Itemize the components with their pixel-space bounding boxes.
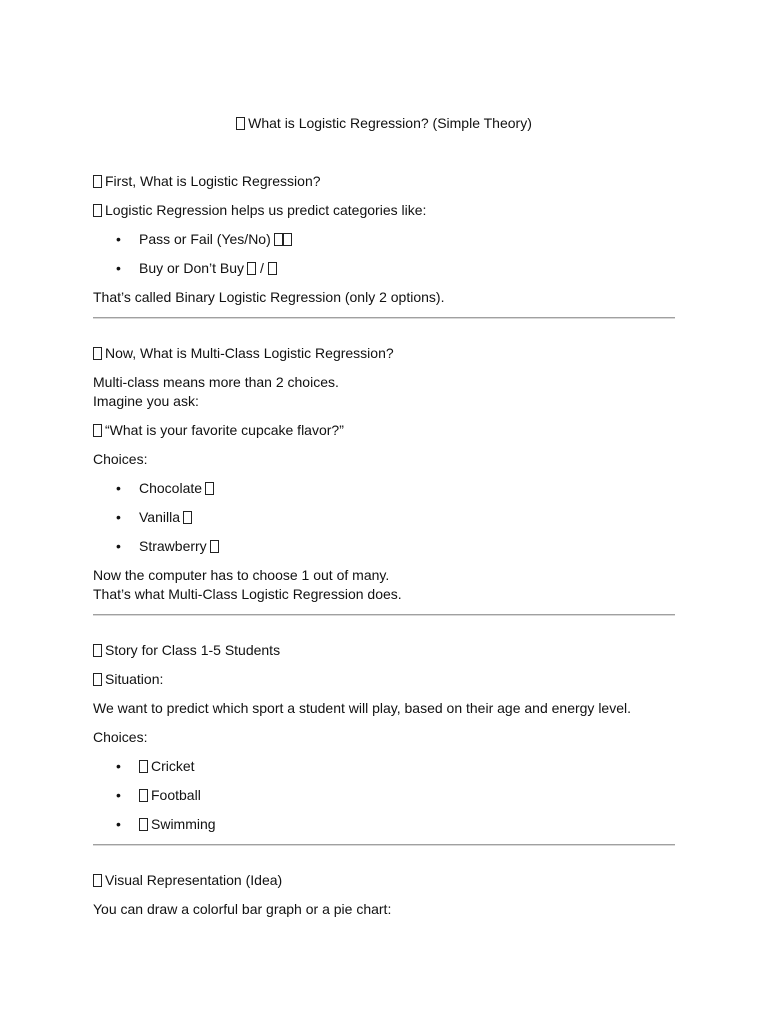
- bullet-marker: •: [116, 538, 121, 554]
- missing-glyph-icon: [247, 262, 256, 275]
- section2-summary1: Now the computer has to choose 1 out of many.: [93, 567, 390, 583]
- section3-situation-label-line: [93, 670, 163, 689]
- missing-glyph-icon: [283, 233, 292, 246]
- section2-choice-3: Strawberry: [139, 537, 219, 556]
- section2-heading-line: [93, 344, 394, 363]
- section2-line2: Imagine you ask:: [93, 393, 199, 409]
- horizontal-rule: [93, 317, 675, 319]
- section3-choice-3: Swimming: [139, 815, 216, 834]
- section2-choice-2: Vanilla: [139, 508, 192, 527]
- bullet-marker: •: [116, 758, 121, 774]
- missing-glyph-icon: [93, 175, 102, 188]
- section2-summary2: That’s what Multi-Class Logistic Regression does.: [93, 586, 402, 602]
- missing-glyph-icon: [93, 673, 102, 686]
- section2-question: “What is your favorite cupcake flavor?”: [105, 422, 344, 438]
- section4-text: You can draw a colorful bar graph or a pie chart:: [93, 901, 392, 917]
- section1-heading: First, What is Logistic Regression?: [105, 173, 321, 189]
- bullet-marker: •: [116, 509, 121, 525]
- section4-heading-line: [93, 871, 282, 890]
- section3-situation: We want to predict which sport a student will play, based on their age and energy level.: [93, 700, 632, 716]
- section3-choice-1: Cricket: [139, 757, 195, 776]
- section2-question-line: [93, 421, 344, 440]
- section3-choices-label: Choices:: [93, 729, 148, 745]
- missing-glyph-icon: [93, 347, 102, 360]
- missing-glyph-icon: [210, 540, 219, 553]
- section3-heading: Story for Class 1-5 Students: [105, 642, 281, 658]
- bullet-marker: •: [116, 231, 121, 247]
- bullet-marker: •: [116, 787, 121, 803]
- section3-choice-2: Football: [139, 786, 201, 805]
- missing-glyph-icon: [183, 511, 192, 524]
- missing-glyph-icon: [236, 117, 245, 130]
- missing-glyph-icon: [274, 233, 283, 246]
- section1-intro-line: [93, 201, 426, 220]
- missing-glyph-icon: [93, 424, 102, 437]
- section1-heading-line: [93, 172, 321, 191]
- missing-glyph-icon: [139, 818, 148, 831]
- horizontal-rule: [93, 614, 675, 616]
- bullet-marker: •: [116, 480, 121, 496]
- section3-heading-line: [93, 641, 280, 660]
- missing-glyph-icon: [139, 760, 148, 773]
- document-title: What is Logistic Regression? (Simple Theory): [248, 115, 532, 131]
- section2-choices-label: Choices:: [93, 451, 148, 467]
- missing-glyph-icon: [139, 789, 148, 802]
- bullet-marker: •: [116, 816, 121, 832]
- section2-choice-1: Chocolate: [139, 479, 214, 498]
- section1-bullet-2: Buy or Don’t Buy /: [139, 259, 277, 278]
- document-title-line: [0, 114, 768, 133]
- horizontal-rule: [93, 844, 675, 846]
- section4-heading: Visual Representation (Idea): [105, 872, 283, 888]
- missing-glyph-icon: [93, 874, 102, 887]
- bullet-marker: •: [116, 260, 121, 276]
- section2-heading: Now, What is Multi-Class Logistic Regression?: [105, 345, 394, 361]
- missing-glyph-icon: [93, 644, 102, 657]
- section1-intro: Logistic Regression helps us predict categories like:: [105, 202, 427, 218]
- section2-line1: Multi-class means more than 2 choices.: [93, 374, 339, 390]
- missing-glyph-icon: [93, 204, 102, 217]
- section1-bullet-1: Pass or Fail (Yes/No): [139, 230, 292, 249]
- missing-glyph-icon: [268, 262, 277, 275]
- missing-glyph-icon: [205, 482, 214, 495]
- section1-summary: That’s called Binary Logistic Regression (only 2 options).: [93, 289, 445, 305]
- section3-situation-label: Situation:: [105, 671, 164, 687]
